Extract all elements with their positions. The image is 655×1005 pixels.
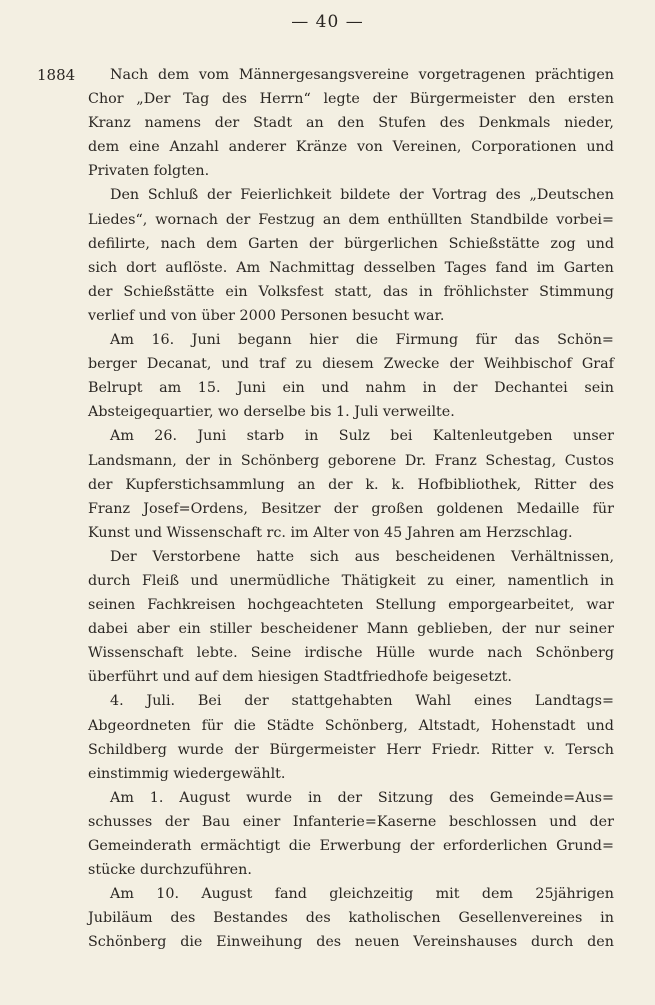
word: v. [543,741,555,758]
word: des [589,476,614,493]
text-line [88,882,614,906]
text-line: einstimmig wiedergewählt. [88,765,286,782]
word: einer, [455,572,497,589]
text-line [88,424,614,448]
word: Abgeordneten [88,717,191,734]
word: den [528,91,556,108]
word: und [549,813,577,830]
word: der [164,813,190,830]
text-line: verlief und von über 2000 Personen besucht war. [88,307,445,324]
word: geborene [327,452,397,469]
word: nach [487,645,523,662]
word: des [316,934,342,951]
text-line [88,63,614,87]
word: Kranz [88,115,131,132]
word: Tersch [565,741,614,758]
word: den [587,934,614,951]
word: die [355,332,379,349]
word: Der [110,548,137,565]
word: Am [236,259,261,276]
word: Wahl [415,693,452,710]
word: 25jährigen [535,886,614,903]
word: Nach [110,67,149,83]
word: diesem [322,356,374,373]
word: Liedes“, [88,211,148,228]
word: und [221,356,249,373]
word: der [234,741,259,758]
word: Anzahl [169,139,219,156]
word: Kaltenleutgeben [432,428,553,445]
word: wornach [155,211,218,228]
word: Landsmann, [88,452,177,469]
word: der [333,500,359,517]
word: hatte [256,548,295,565]
text-line [88,232,614,256]
word: Am [110,789,134,806]
word: der [309,235,334,252]
word: und [586,235,614,252]
word: Grund= [556,838,614,854]
word: Vereinen, [392,139,462,156]
text-line [88,906,614,930]
word: Besitzer [261,500,321,517]
word: Herrn“ [259,91,311,108]
word: Vortrag [432,187,488,204]
text-line [88,135,614,159]
word: nieder, [564,115,614,132]
word: des [221,91,247,108]
word: die [233,717,256,734]
word: bei [390,428,413,445]
word: stiller [209,621,252,638]
word: Den [110,187,140,204]
word: k. [391,476,405,493]
word: der [372,91,398,108]
word: der [88,283,113,300]
word: Infanterie=Kaserne [292,813,437,830]
word: und [190,572,219,589]
word: Bei [197,693,222,710]
text-line [88,569,614,593]
word: Juni [197,428,227,445]
word: statt, [334,283,373,300]
word: bildete [340,187,391,204]
word: dem [88,139,120,156]
word: „Deutschen [529,187,614,204]
word: Bürgermeister [409,91,516,108]
word: Städte [266,717,315,734]
word: ein [178,621,201,638]
word: legte [323,91,360,108]
text-line [88,497,614,521]
text-line: Kunst und Wissenschaft rc. im Alter von 45 Jahren am Herzschlag. [88,524,573,541]
text-line [88,617,614,641]
word: Am [110,332,134,349]
word: Feierlichkeit [240,187,332,204]
word: Einweihung [216,934,303,951]
word: das [514,332,540,349]
word: Gesellenvereines [458,910,583,927]
text-line [88,352,614,376]
word: war [586,597,614,614]
word: stattgehabten [291,693,393,710]
word: den [337,115,365,132]
word: eine [128,139,160,156]
text-line [88,208,614,232]
word: desselben [363,259,436,276]
word: anderer [228,139,287,156]
page-number: — 40 — [291,12,364,32]
word: dem [157,67,190,83]
word: Firmung [395,332,459,349]
word: und [586,717,614,734]
word: Hohenstadt [491,717,576,734]
word: emporgearbeitet, [448,597,575,614]
word: Kupferstichsammlung [125,476,285,493]
word: an [297,476,316,493]
word: Sulz [338,428,370,445]
word: Volksfest [258,283,324,300]
word: Thätigkeit [341,572,416,589]
word: berger [88,356,137,373]
word: für [201,717,223,734]
word: Verhältnissen, [510,548,614,565]
word: dem [348,211,380,228]
word: seiner [569,621,614,638]
word: sein [584,380,614,397]
word: zu [427,572,445,589]
word: Nachmittag [269,259,355,276]
word: Schildberg [88,741,167,758]
word: Stellung [375,597,437,614]
word: einer [242,813,281,830]
text-line [88,473,614,497]
word: sich [88,259,118,276]
word: namens [144,115,201,132]
word: des [495,187,521,204]
word: Gemeinderath [88,838,192,854]
word: der [185,452,210,469]
text-line [88,738,614,762]
text-line [88,111,614,135]
word: ein [282,380,305,397]
word: und [586,139,614,156]
body-text [88,63,614,954]
word: Bürgermeister [269,741,376,758]
text-line [88,280,614,304]
word: der [214,115,240,132]
word: August [201,886,253,903]
word: fand [274,886,307,903]
word: Franz [434,452,477,469]
word: Fachkreisen [147,597,236,614]
word: die [288,838,311,854]
word: Corporationen [471,139,577,156]
word: 16. [151,332,175,349]
text-line [88,786,614,810]
word: großen [371,500,424,517]
word: Custos [564,452,614,469]
text-line [88,810,614,834]
word: Altstadt, [418,717,481,734]
word: der [449,356,474,373]
word: Zwecke [383,356,440,373]
word: August [179,789,231,806]
word: prächtigen [535,67,614,83]
word: ermächtigt [200,838,281,854]
word: Tag [183,91,210,108]
word: und [321,380,349,397]
word: namentlich [507,572,589,589]
word: wurde [246,789,293,806]
word: Schön= [557,332,614,349]
word: Am [110,428,134,445]
word: dort [126,259,157,276]
word: Josef=Ordens, [143,500,248,517]
word: die [180,934,203,951]
word: Schönberg [240,452,320,469]
word: Franz [88,500,131,517]
word: Erwerbung [319,838,402,854]
word: des [449,789,474,806]
word: Hülle [375,645,416,662]
word: der [399,187,424,204]
word: Juni [191,332,221,349]
word: vorbei= [556,211,614,228]
word: nahm [365,380,407,397]
word: fand [495,259,528,276]
word: geblieben, [417,621,493,638]
word: Landtags= [534,693,614,710]
word: aus [354,548,380,565]
word: auflöste. [165,259,228,276]
word: Sitzung [377,789,434,806]
word: in [218,452,233,469]
text-line: überführt und auf dem hiesigen Stadtfriedhofe beigesetzt. [88,669,512,686]
word: dem [206,235,238,252]
word: in [600,572,614,589]
word: defilirte, [88,235,150,252]
word: irdische [304,645,363,662]
text-line [88,545,614,569]
word: für [592,500,614,517]
word: Tages [444,259,487,276]
word: eines [473,693,512,710]
margin-year: 1884 [37,66,76,84]
word: aber [136,621,170,638]
word: begann [238,332,292,349]
word: dem [481,886,514,903]
word: das [383,283,409,300]
text-line [88,376,614,400]
word: Wissenschaft [88,645,184,662]
word: Stadt [253,115,293,132]
word: Graf [581,356,614,373]
word: hochgeachteten [247,597,364,614]
text-line [88,593,614,617]
word: traf [258,356,286,373]
word: für [475,332,497,349]
word: der [206,187,232,204]
word: Juli. [146,693,176,710]
word: hier [309,332,339,349]
text-line [88,930,614,954]
word: 26. [154,428,178,445]
text-line [88,256,614,280]
word: Fleiß [141,572,180,589]
word: Bestandes [213,910,288,927]
word: vom [198,67,230,83]
word: in [307,789,322,806]
word: Chor [88,91,124,108]
word: Mann [366,621,409,638]
word: 4. [110,693,124,710]
word: wurde [177,741,224,758]
word: erforderlichen [442,838,548,854]
word: Männergesangsvereine [238,67,409,83]
word: Vereinshauses [413,934,518,951]
word: Denkmals [478,115,551,132]
word: der [409,838,435,854]
word: Ritter [534,476,577,493]
text-line [88,689,614,713]
word: Schießstätte [448,235,540,252]
text-line [88,714,614,738]
word: beschlossen [448,813,537,830]
word: in [600,910,614,927]
word: bürgerlichen [344,235,438,252]
word: der [501,621,527,638]
word: ein [225,283,248,300]
word: dabei [88,621,128,638]
word: der [244,693,269,710]
word: Friedr. [431,741,481,758]
text-line [88,449,614,473]
word: zog [550,235,576,252]
word: starb [246,428,285,445]
word: bescheidenen [395,548,496,565]
word: vorgetragenen [418,67,526,83]
word: Gemeinde=Aus= [489,789,614,806]
word: an [322,211,341,228]
word: Schönberg, [324,717,408,734]
word: ersten [567,91,614,108]
word: Juni [237,380,266,397]
word: Stufen [378,115,426,132]
word: bescheidener [260,621,358,638]
word: der [88,476,113,493]
word: nur [534,621,561,638]
word: in [422,380,437,397]
word: von [356,139,383,156]
word: Kränze [295,139,348,156]
word: Seine [250,645,292,662]
word: der [453,380,478,397]
word: Standbilde [469,211,549,228]
word: neuen [354,934,400,951]
word: Am [110,886,134,903]
word: des [170,910,196,927]
word: mit [435,886,460,903]
word: goldenen [436,500,504,517]
word: 1. [149,789,164,806]
word: Ritter [491,741,534,758]
word: der [337,789,363,806]
word: im [536,259,555,276]
word: des [439,115,465,132]
word: am [159,380,182,397]
word: Verstorbene [152,548,241,565]
word: wurde [428,645,475,662]
word: 15. [197,380,221,397]
word: Schluß [147,187,199,204]
word: Schestag, [485,452,557,469]
text-line: Absteigequartier, wo derselbe bis 1. Juli verweilte. [88,404,455,421]
text-line [88,87,614,111]
word: in [304,428,319,445]
word: Belrupt [88,380,143,397]
word: sich [309,548,339,565]
word: „Der [136,91,171,108]
word: Dr. [404,452,427,469]
word: durch [530,934,574,951]
word: der [328,476,353,493]
text-line [88,328,614,352]
word: Weihbischof [483,356,572,373]
word: nach [160,235,196,252]
word: katholischen [348,910,441,927]
word: unser [572,428,614,445]
word: durch [88,572,131,589]
word: Schießstätte [123,283,215,300]
word: Schönberg [88,934,167,951]
word: Hofbibliothek, [417,476,522,493]
word: lebte. [196,645,238,662]
word: unermüdliche [229,572,331,589]
word: fröhlichster [443,283,529,300]
word: der [225,211,251,228]
word: Medaille [516,500,580,517]
word: Schönberg [535,645,614,662]
word: Festzug [258,211,315,228]
word: Stimmung [539,283,614,300]
text-line: Privaten folgten. [88,163,210,180]
word: Garten [563,259,614,276]
word: an [305,115,324,132]
word: gleichzeitig [329,886,414,903]
word: schusses [88,813,153,830]
word: Herr [386,741,421,758]
word: in [418,283,433,300]
text-line [88,641,614,665]
word: Jubiläum [88,910,153,927]
word: zu [295,356,313,373]
word: k. [365,476,379,493]
word: Bau [201,813,231,830]
word: seinen [88,597,136,614]
text-line: stücke durchzuführen. [88,862,252,879]
word: Garten [248,235,299,252]
word: des [305,910,331,927]
word: 10. [156,886,179,903]
word: Dechantei [494,380,568,397]
text-line [88,183,614,207]
word: der [589,813,614,830]
word: enthüllten [387,211,463,228]
text-line [88,834,614,858]
word: Decanat, [146,356,212,373]
